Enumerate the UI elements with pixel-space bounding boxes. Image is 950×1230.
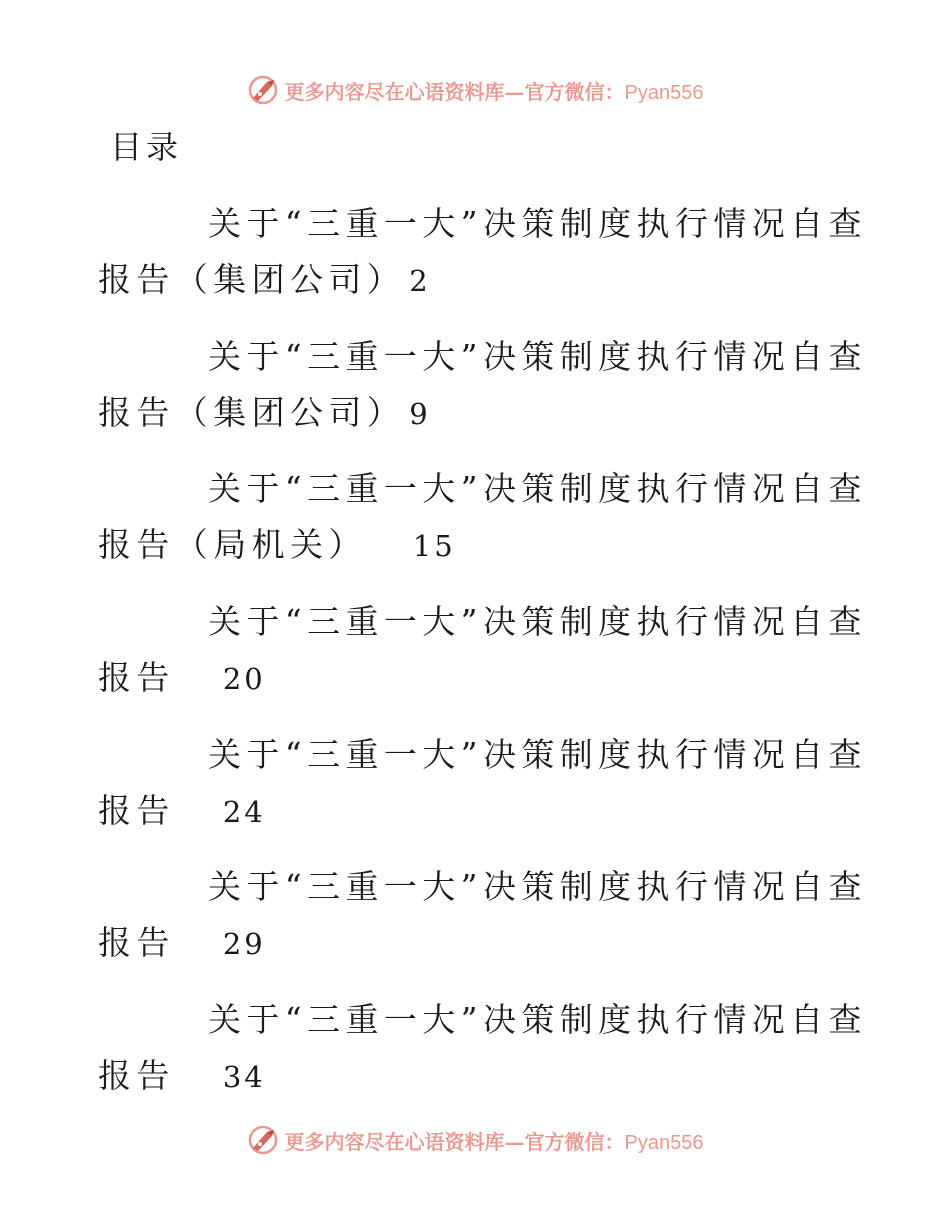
pen-nib-icon bbox=[247, 1124, 279, 1156]
toc-page-number: 9 bbox=[409, 397, 431, 431]
toc-entry-title: 关于“三重一大”决策制度执行情况自查 bbox=[208, 204, 867, 243]
toc-entry-title: 关于“三重一大”决策制度执行情况自查 bbox=[208, 1000, 867, 1039]
toc-entry-title-cont bbox=[98, 652, 266, 699]
toc-entry[interactable] bbox=[0, 596, 950, 716]
toc-entry[interactable] bbox=[0, 331, 950, 451]
toc-entry-title-cont bbox=[98, 254, 431, 301]
toc-entry-title: 关于“三重一大”决策制度执行情况自查 bbox=[208, 735, 867, 774]
toc-entry-title: 关于“三重一大”决策制度执行情况自查 bbox=[208, 867, 867, 906]
toc-entry-title-tail: 报告 bbox=[98, 1056, 175, 1095]
toc-page-number: 29 bbox=[222, 927, 266, 961]
toc-page-number: 2 bbox=[409, 264, 431, 298]
watermark-text bbox=[285, 76, 704, 105]
watermark-contact: Pyan556 bbox=[624, 1131, 704, 1154]
toc-entry-title-cont bbox=[98, 785, 266, 832]
pen-nib-icon bbox=[247, 74, 279, 106]
watermark-contact: Pyan556 bbox=[624, 81, 704, 104]
watermark-text bbox=[285, 1126, 704, 1155]
toc-entry[interactable] bbox=[0, 729, 950, 849]
toc-entry-title-tail: 报告（局机关） bbox=[98, 525, 367, 564]
toc-entry-title-tail: 报告 bbox=[98, 658, 175, 697]
toc-page-number: 34 bbox=[222, 1060, 266, 1094]
toc-page-number: 24 bbox=[222, 795, 266, 829]
toc-entry-title-tail: 报告（集团公司） bbox=[98, 393, 406, 432]
toc-entry-title-tail: 报告 bbox=[98, 791, 175, 830]
toc-entry-title-tail: 报告 bbox=[98, 923, 175, 962]
header-watermark bbox=[0, 70, 950, 110]
watermark-label: 更多内容尽在心语资料库—官方微信： bbox=[284, 1129, 625, 1154]
toc-entry-title-cont bbox=[98, 917, 266, 964]
toc-entry[interactable] bbox=[0, 463, 950, 583]
toc-entry-title: 关于“三重一大”决策制度执行情况自查 bbox=[208, 469, 867, 508]
toc-title: 目录 bbox=[110, 128, 183, 166]
toc-entry-title: 关于“三重一大”决策制度执行情况自查 bbox=[208, 337, 867, 376]
toc-entry[interactable] bbox=[0, 198, 950, 318]
toc-page-number: 20 bbox=[222, 662, 266, 696]
watermark-label: 更多内容尽在心语资料库—官方微信： bbox=[284, 79, 625, 104]
toc-entry-title-tail: 报告（集团公司） bbox=[98, 260, 406, 299]
toc-entry-title-cont bbox=[98, 519, 456, 566]
toc-entry-title-cont bbox=[98, 1050, 266, 1097]
toc-entry-title-cont bbox=[98, 387, 431, 434]
toc-entry[interactable] bbox=[0, 861, 950, 981]
toc-entry-title: 关于“三重一大”决策制度执行情况自查 bbox=[208, 602, 867, 641]
toc-page-number: 15 bbox=[412, 529, 456, 563]
footer-watermark bbox=[0, 1120, 950, 1160]
toc-entry[interactable] bbox=[0, 994, 950, 1114]
